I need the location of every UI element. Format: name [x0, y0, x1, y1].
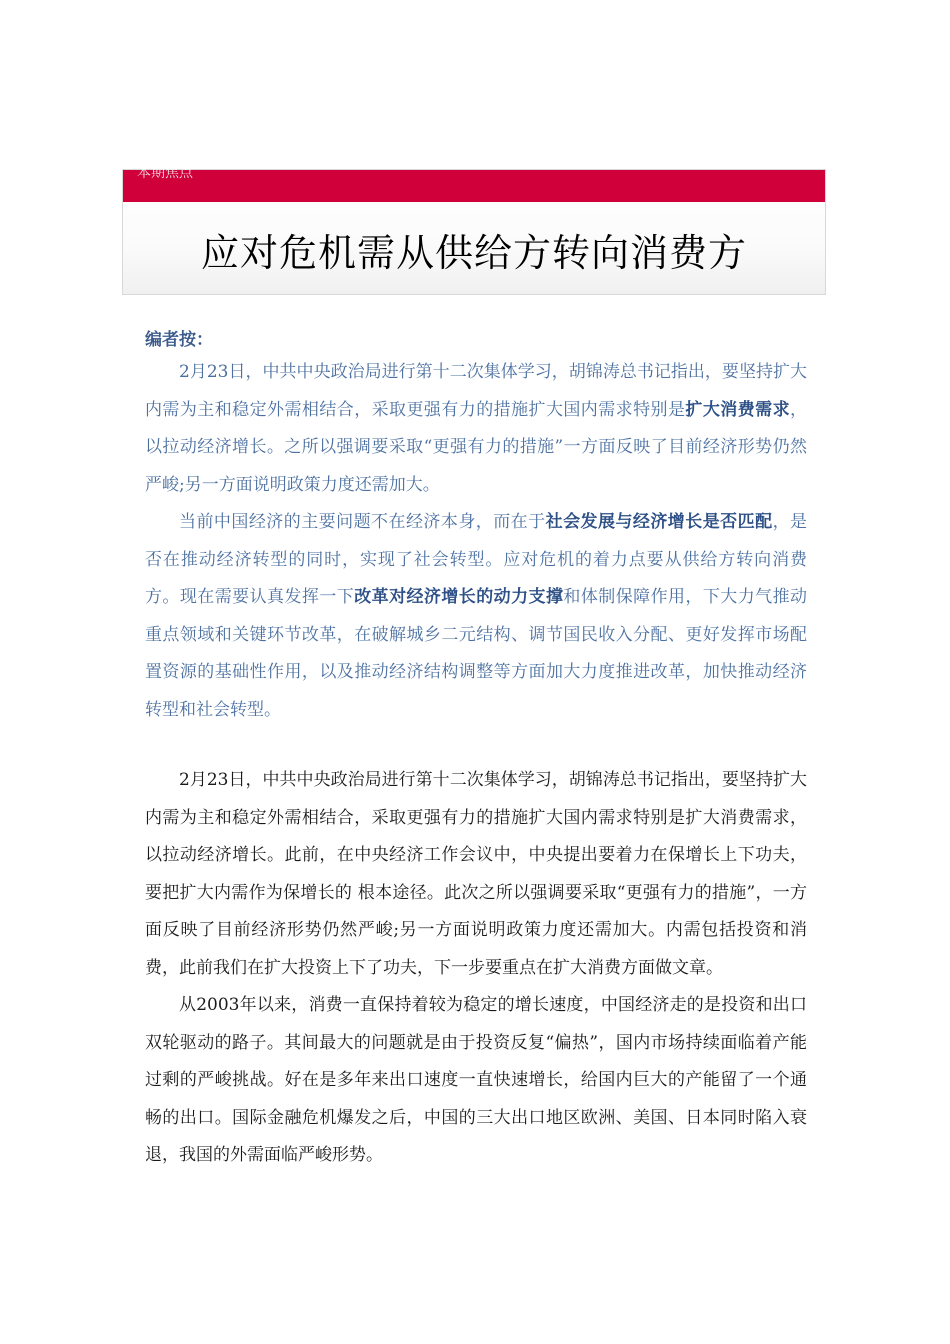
banner-red-bar	[123, 170, 825, 202]
body-paragraph-2: 从2003年以来，消费一直保持着较为稳定的增长速度，中国经济走的是投资和出口双轮驱动的路子。其间最大的问题就是由于投资反复“偏热”，国内市场持续面临着产能过剩的严峻挑战。好在是多年来出口速度一直快速增长，给国内巨大的产能留了一个通畅的出口。国际金融危机爆发之后，中国的三大出口地区欧洲、美国、日本同时陷入衰退，我国的外需面临严峻形势。	[145, 995, 807, 1165]
body-paragraph-1: 2月23日，中共中央政治局进行第十二次集体学习，胡锦涛总书记指出，要坚持扩大内需为主和稳定外需相结合，采取更强有力的措施扩大国内需求特别是扩大消费需求，以拉动经济增长。此前，在中央经济工作会议中，中央提出要着力在保增长上下功夫，要把扩大内需作为保增长的 根本途径。此次之所以强调要采取“更强有力的措施”，一方面反映了目前经济形势仍然严峻;另一方面说明政策力度还需加大。内需包括投资和消费，此前我们在扩大投资上下了功夫，下一步要重点在扩大消费方面做文章。	[145, 770, 807, 978]
editor-note-label: 编者按：	[145, 330, 213, 350]
article-title: 应对危机需从供给方转向消费方	[200, 231, 747, 275]
editor-note-p1-highlight: 扩大消费需求	[685, 399, 791, 420]
editor-note-p2-text-a: 当前中国经济的主要问题不在经济本身，而在于	[179, 512, 546, 532]
editor-note-p1-text-a: 2月23日，中共中央政治局进行第十二次集体学习，胡锦涛总书记指出，要坚持扩大内需为主和稳定外需相结合，采取更强有力的措施扩大国内需求特别是	[145, 362, 807, 420]
editor-note-p1-text-c: ，以拉动经济增长。之所以强调要采取“更强有力的措施”一方面反映了目前经济形势仍然严峻;另一方面说明政策力度还需加大。	[145, 399, 808, 495]
article-body	[145, 762, 807, 1175]
editor-note-p2-text-c: ，是否在推动经济转型的同时，实现了社会转型。应对危机的着力点要从供给方转向消费方。现在需要认真发挥一下	[145, 512, 808, 607]
editor-note-paragraph-2	[145, 504, 807, 729]
editor-note	[145, 354, 807, 729]
title-banner	[122, 165, 826, 295]
editor-note-p2-highlight-2: 改革对经济增长的动力支撑	[354, 587, 564, 607]
editor-note-paragraph-1	[145, 354, 807, 504]
editor-note-p2-text-e: 和体制保障作用，下大力气推动重点领域和关键环节改革，在破解城乡二元结构、调节国民收入分配、更好发挥市场配置资源的基础性作用，以及推动经济结构调整等方面加大力度推进改革，加快推动经济转型和社会转型。	[145, 587, 808, 720]
section-tag: 本期焦点	[137, 165, 193, 181]
editor-note-p2-highlight-1: 社会发展与经济增长是否匹配	[545, 512, 773, 532]
